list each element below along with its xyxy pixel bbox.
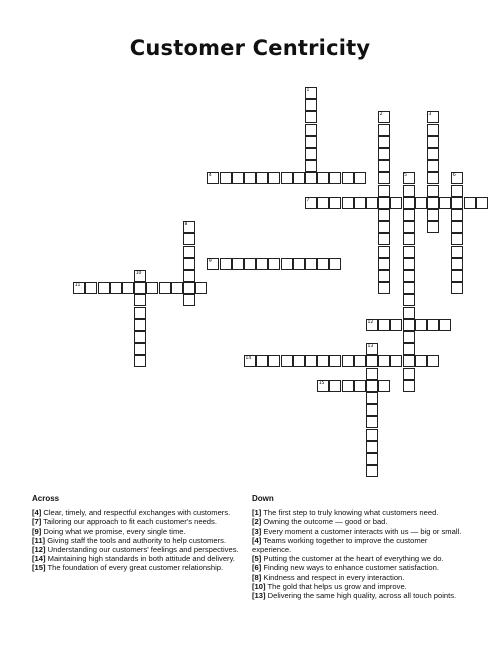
- clue-num: [10]: [252, 581, 266, 591]
- grid-cell[interactable]: [134, 355, 146, 367]
- grid-cell[interactable]: [354, 172, 366, 184]
- grid-cell[interactable]: [451, 233, 463, 245]
- grid-cell[interactable]: [134, 343, 146, 355]
- grid-cell[interactable]: [281, 172, 293, 184]
- clue-number: 1: [306, 88, 310, 93]
- grid-cell[interactable]: [305, 172, 317, 184]
- grid-cell[interactable]: [183, 282, 195, 294]
- clue-text: Maintaining high standards in both attitude and delivery.: [45, 554, 235, 564]
- down-clue: [252, 554, 467, 563]
- down-clue: [252, 517, 467, 526]
- grid-cell[interactable]: [317, 355, 329, 367]
- grid-cell[interactable]: [329, 355, 341, 367]
- across-clue: [32, 508, 250, 517]
- grid-cell[interactable]: [378, 124, 390, 136]
- grid-cell[interactable]: [134, 294, 146, 306]
- clue-text: Delivering the same high quality, across all touch points.: [265, 591, 457, 601]
- grid-cell[interactable]: [390, 197, 402, 209]
- grid-cell[interactable]: [342, 380, 354, 392]
- grid-cell[interactable]: [366, 368, 378, 380]
- grid-cell[interactable]: [403, 246, 415, 258]
- across-heading: Across: [32, 494, 60, 503]
- grid-cell[interactable]: [451, 209, 463, 221]
- grid-cell[interactable]: [378, 148, 390, 160]
- grid-cell[interactable]: [183, 233, 195, 245]
- grid-cell[interactable]: [281, 258, 293, 270]
- grid-cell[interactable]: [329, 172, 341, 184]
- clue-text: Understanding our customers' feelings and perspectives.: [45, 545, 239, 555]
- grid-cell[interactable]: [85, 282, 97, 294]
- clue-number: 11: [74, 283, 81, 289]
- grid-cell[interactable]: [305, 160, 317, 172]
- clue-num: [5]: [252, 554, 262, 564]
- grid-cell[interactable]: [403, 307, 415, 319]
- grid-cell[interactable]: [268, 172, 280, 184]
- clue-text: Tailoring our approach to fit each customer's needs.: [41, 517, 217, 527]
- clue-num: [4]: [32, 508, 42, 518]
- grid-cell[interactable]: [342, 172, 354, 184]
- across-clue: [32, 536, 250, 545]
- grid-cell[interactable]: [378, 136, 390, 148]
- clue-text: Owning the outcome — good or bad.: [261, 517, 388, 527]
- down-clue: [252, 527, 467, 536]
- grid-cell[interactable]: [415, 319, 427, 331]
- grid-cell[interactable]: [366, 392, 378, 404]
- grid-cell[interactable]: [427, 209, 439, 221]
- grid-cell[interactable]: [305, 111, 317, 123]
- grid-cell[interactable]: [329, 197, 341, 209]
- down-clue-list: [252, 508, 467, 600]
- page-title: Customer Centricity: [129, 36, 371, 60]
- clue-text: Finding new ways to enhance customer satisfaction.: [261, 563, 439, 573]
- down-clue: [252, 508, 467, 517]
- grid-cell[interactable]: [268, 355, 280, 367]
- grid-cell[interactable]: [403, 209, 415, 221]
- clue-text: Giving staff the tools and authority to help customers.: [45, 535, 227, 545]
- grid-cell[interactable]: [244, 258, 256, 270]
- grid-cell[interactable]: [403, 380, 415, 392]
- clue-text: The gold that helps us grow and improve.: [265, 581, 407, 591]
- grid-cell[interactable]: [378, 233, 390, 245]
- grid-cell[interactable]: [256, 258, 268, 270]
- grid-cell[interactable]: [403, 197, 415, 209]
- clue-text: Putting the customer at the heart of everything we do.: [261, 554, 444, 564]
- down-clue: [252, 563, 467, 572]
- grid-cell[interactable]: [451, 270, 463, 282]
- grid-cell[interactable]: [317, 197, 329, 209]
- grid-cell[interactable]: [268, 258, 280, 270]
- grid-cell[interactable]: [378, 270, 390, 282]
- grid-cell[interactable]: [305, 148, 317, 160]
- grid-cell[interactable]: [354, 380, 366, 392]
- grid-cell[interactable]: [403, 355, 415, 367]
- grid-cell[interactable]: [342, 197, 354, 209]
- grid-cell[interactable]: [427, 148, 439, 160]
- grid-cell[interactable]: [220, 258, 232, 270]
- grid-cell[interactable]: [403, 233, 415, 245]
- grid-cell[interactable]: [98, 282, 110, 294]
- grid-cell[interactable]: [183, 246, 195, 258]
- clue-number: 6: [452, 173, 456, 179]
- grid-cell[interactable]: [378, 282, 390, 294]
- clue-number: 8: [184, 222, 188, 228]
- grid-cell[interactable]: [378, 246, 390, 258]
- grid-cell[interactable]: [134, 282, 146, 294]
- grid-cell[interactable]: [256, 355, 268, 367]
- grid-cell[interactable]: [366, 416, 378, 428]
- grid-cell[interactable]: [317, 258, 329, 270]
- grid-cell[interactable]: [390, 355, 402, 367]
- grid-cell[interactable]: [403, 185, 415, 197]
- grid-cell[interactable]: [427, 136, 439, 148]
- across-clue: [32, 517, 250, 526]
- grid-cell[interactable]: [134, 331, 146, 343]
- grid-cell[interactable]: [366, 429, 378, 441]
- grid-cell[interactable]: [354, 355, 366, 367]
- grid-cell[interactable]: [171, 282, 183, 294]
- grid-cell[interactable]: [476, 197, 488, 209]
- grid-cell[interactable]: [378, 319, 390, 331]
- grid-cell[interactable]: [354, 197, 366, 209]
- grid-cell[interactable]: [403, 282, 415, 294]
- grid-cell[interactable]: [366, 404, 378, 416]
- grid-cell[interactable]: [293, 258, 305, 270]
- clue-num: [15]: [32, 563, 46, 573]
- grid-cell[interactable]: [378, 221, 390, 233]
- across-clue: [32, 554, 250, 563]
- clue-number: 13: [367, 344, 374, 350]
- grid-cell[interactable]: [403, 294, 415, 306]
- grid-cell[interactable]: [427, 160, 439, 172]
- clue-num: [11]: [32, 535, 46, 545]
- grid-cell[interactable]: [256, 172, 268, 184]
- clue-number: 3: [428, 112, 432, 118]
- grid-cell[interactable]: [244, 172, 256, 184]
- grid-cell[interactable]: [342, 355, 354, 367]
- grid-cell[interactable]: [451, 258, 463, 270]
- across-clue-list: [32, 508, 250, 572]
- grid-cell[interactable]: [183, 258, 195, 270]
- grid-cell[interactable]: [451, 282, 463, 294]
- down-clue: [252, 573, 467, 582]
- grid-cell[interactable]: [378, 185, 390, 197]
- down-clues: [252, 494, 467, 600]
- grid-cell[interactable]: [378, 209, 390, 221]
- grid-cell[interactable]: [451, 197, 463, 209]
- grid-cell[interactable]: [427, 124, 439, 136]
- grid-cell[interactable]: [305, 124, 317, 136]
- grid-cell[interactable]: [403, 221, 415, 233]
- clue-number: 4: [208, 173, 212, 179]
- grid-cell[interactable]: [366, 441, 378, 453]
- clue-number: 9: [208, 258, 212, 264]
- grid-cell[interactable]: [427, 172, 439, 184]
- grid-cell[interactable]: [403, 368, 415, 380]
- grid-cell[interactable]: [403, 319, 415, 331]
- clue-number: 14: [245, 356, 252, 362]
- grid-cell[interactable]: [220, 172, 232, 184]
- grid-cell[interactable]: [427, 319, 439, 331]
- clue-number: 15: [318, 380, 325, 386]
- clue-text: Doing what we promise, every single time.: [41, 526, 186, 536]
- grid-cell[interactable]: [378, 160, 390, 172]
- down-clue: [252, 536, 467, 554]
- grid-cell[interactable]: [415, 355, 427, 367]
- grid-cell[interactable]: [451, 246, 463, 258]
- clue-num: [14]: [32, 554, 46, 564]
- grid-cell[interactable]: [183, 294, 195, 306]
- grid-cell[interactable]: [403, 258, 415, 270]
- grid-cell[interactable]: [403, 270, 415, 282]
- grid-cell[interactable]: [366, 355, 378, 367]
- grid-cell[interactable]: [427, 197, 439, 209]
- grid-cell[interactable]: [427, 185, 439, 197]
- clue-text: Clear, timely, and respectful exchanges with customers.: [41, 508, 231, 518]
- grid-cell[interactable]: [134, 307, 146, 319]
- grid-cell[interactable]: [378, 172, 390, 184]
- clue-text: The foundation of every great customer relationship.: [45, 563, 224, 573]
- grid-cell[interactable]: [378, 355, 390, 367]
- down-clue: [252, 582, 467, 591]
- down-heading: Down: [252, 494, 274, 503]
- clue-num: [8]: [252, 572, 262, 582]
- grid-cell[interactable]: [293, 172, 305, 184]
- clue-num: [1]: [252, 508, 262, 518]
- grid-cell[interactable]: [451, 185, 463, 197]
- grid-cell[interactable]: [427, 221, 439, 233]
- grid-cell[interactable]: [110, 282, 122, 294]
- grid-cell[interactable]: [403, 331, 415, 343]
- grid-cell[interactable]: [183, 270, 195, 282]
- grid-cell[interactable]: [439, 197, 451, 209]
- grid-cell[interactable]: [415, 197, 427, 209]
- grid-cell[interactable]: [232, 172, 244, 184]
- clue-num: [2]: [252, 517, 262, 527]
- clue-text: Teams working together to improve the customer experience.: [252, 535, 428, 555]
- grid-cell[interactable]: [293, 355, 305, 367]
- grid-cell[interactable]: [427, 355, 439, 367]
- grid-cell[interactable]: [464, 197, 476, 209]
- down-clue: [252, 591, 467, 600]
- grid-cell[interactable]: [159, 282, 171, 294]
- clue-num: [7]: [32, 517, 42, 527]
- grid-cell[interactable]: [305, 355, 317, 367]
- grid-cell[interactable]: [366, 380, 378, 392]
- grid-cell[interactable]: [281, 355, 293, 367]
- grid-cell[interactable]: [390, 319, 402, 331]
- grid-cell[interactable]: [378, 197, 390, 209]
- clue-number: 5: [404, 173, 407, 179]
- clue-number: 12: [367, 319, 374, 325]
- grid-cell[interactable]: [366, 197, 378, 209]
- clue-num: [6]: [252, 563, 262, 573]
- clue-num: [13]: [252, 591, 266, 601]
- grid-cell[interactable]: [366, 465, 378, 477]
- grid-cell[interactable]: [195, 282, 207, 294]
- clue-text: Every moment a customer interacts with us — big or small.: [261, 526, 462, 536]
- across-clue: [32, 563, 250, 572]
- across-clue: [32, 527, 250, 536]
- clue-num: [4]: [252, 535, 262, 545]
- across-clues: [32, 494, 250, 573]
- clue-text: The first step to truly knowing what customers need.: [261, 508, 439, 518]
- grid-cell[interactable]: [146, 282, 158, 294]
- grid-cell[interactable]: [305, 99, 317, 111]
- grid-cell[interactable]: [378, 258, 390, 270]
- grid-cell[interactable]: [305, 258, 317, 270]
- grid-cell[interactable]: [366, 453, 378, 465]
- across-clue: [32, 545, 250, 554]
- grid-cell[interactable]: [134, 319, 146, 331]
- clue-number: 2: [379, 112, 383, 118]
- grid-cell[interactable]: [122, 282, 134, 294]
- grid-cell[interactable]: [451, 221, 463, 233]
- grid-cell[interactable]: [439, 319, 451, 331]
- clue-number: 10: [135, 271, 142, 276]
- grid-cell[interactable]: [329, 258, 341, 270]
- grid-cell[interactable]: [305, 136, 317, 148]
- grid-cell[interactable]: [403, 343, 415, 355]
- clue-num: [3]: [252, 526, 262, 536]
- grid-cell[interactable]: [378, 380, 390, 392]
- clue-text: Kindness and respect in every interaction.: [261, 572, 405, 582]
- grid-cell[interactable]: [329, 380, 341, 392]
- clue-num: [12]: [32, 545, 46, 555]
- clue-number: 7: [306, 197, 310, 203]
- grid-cell[interactable]: [232, 258, 244, 270]
- grid-cell[interactable]: [317, 172, 329, 184]
- clue-num: [9]: [32, 526, 42, 536]
